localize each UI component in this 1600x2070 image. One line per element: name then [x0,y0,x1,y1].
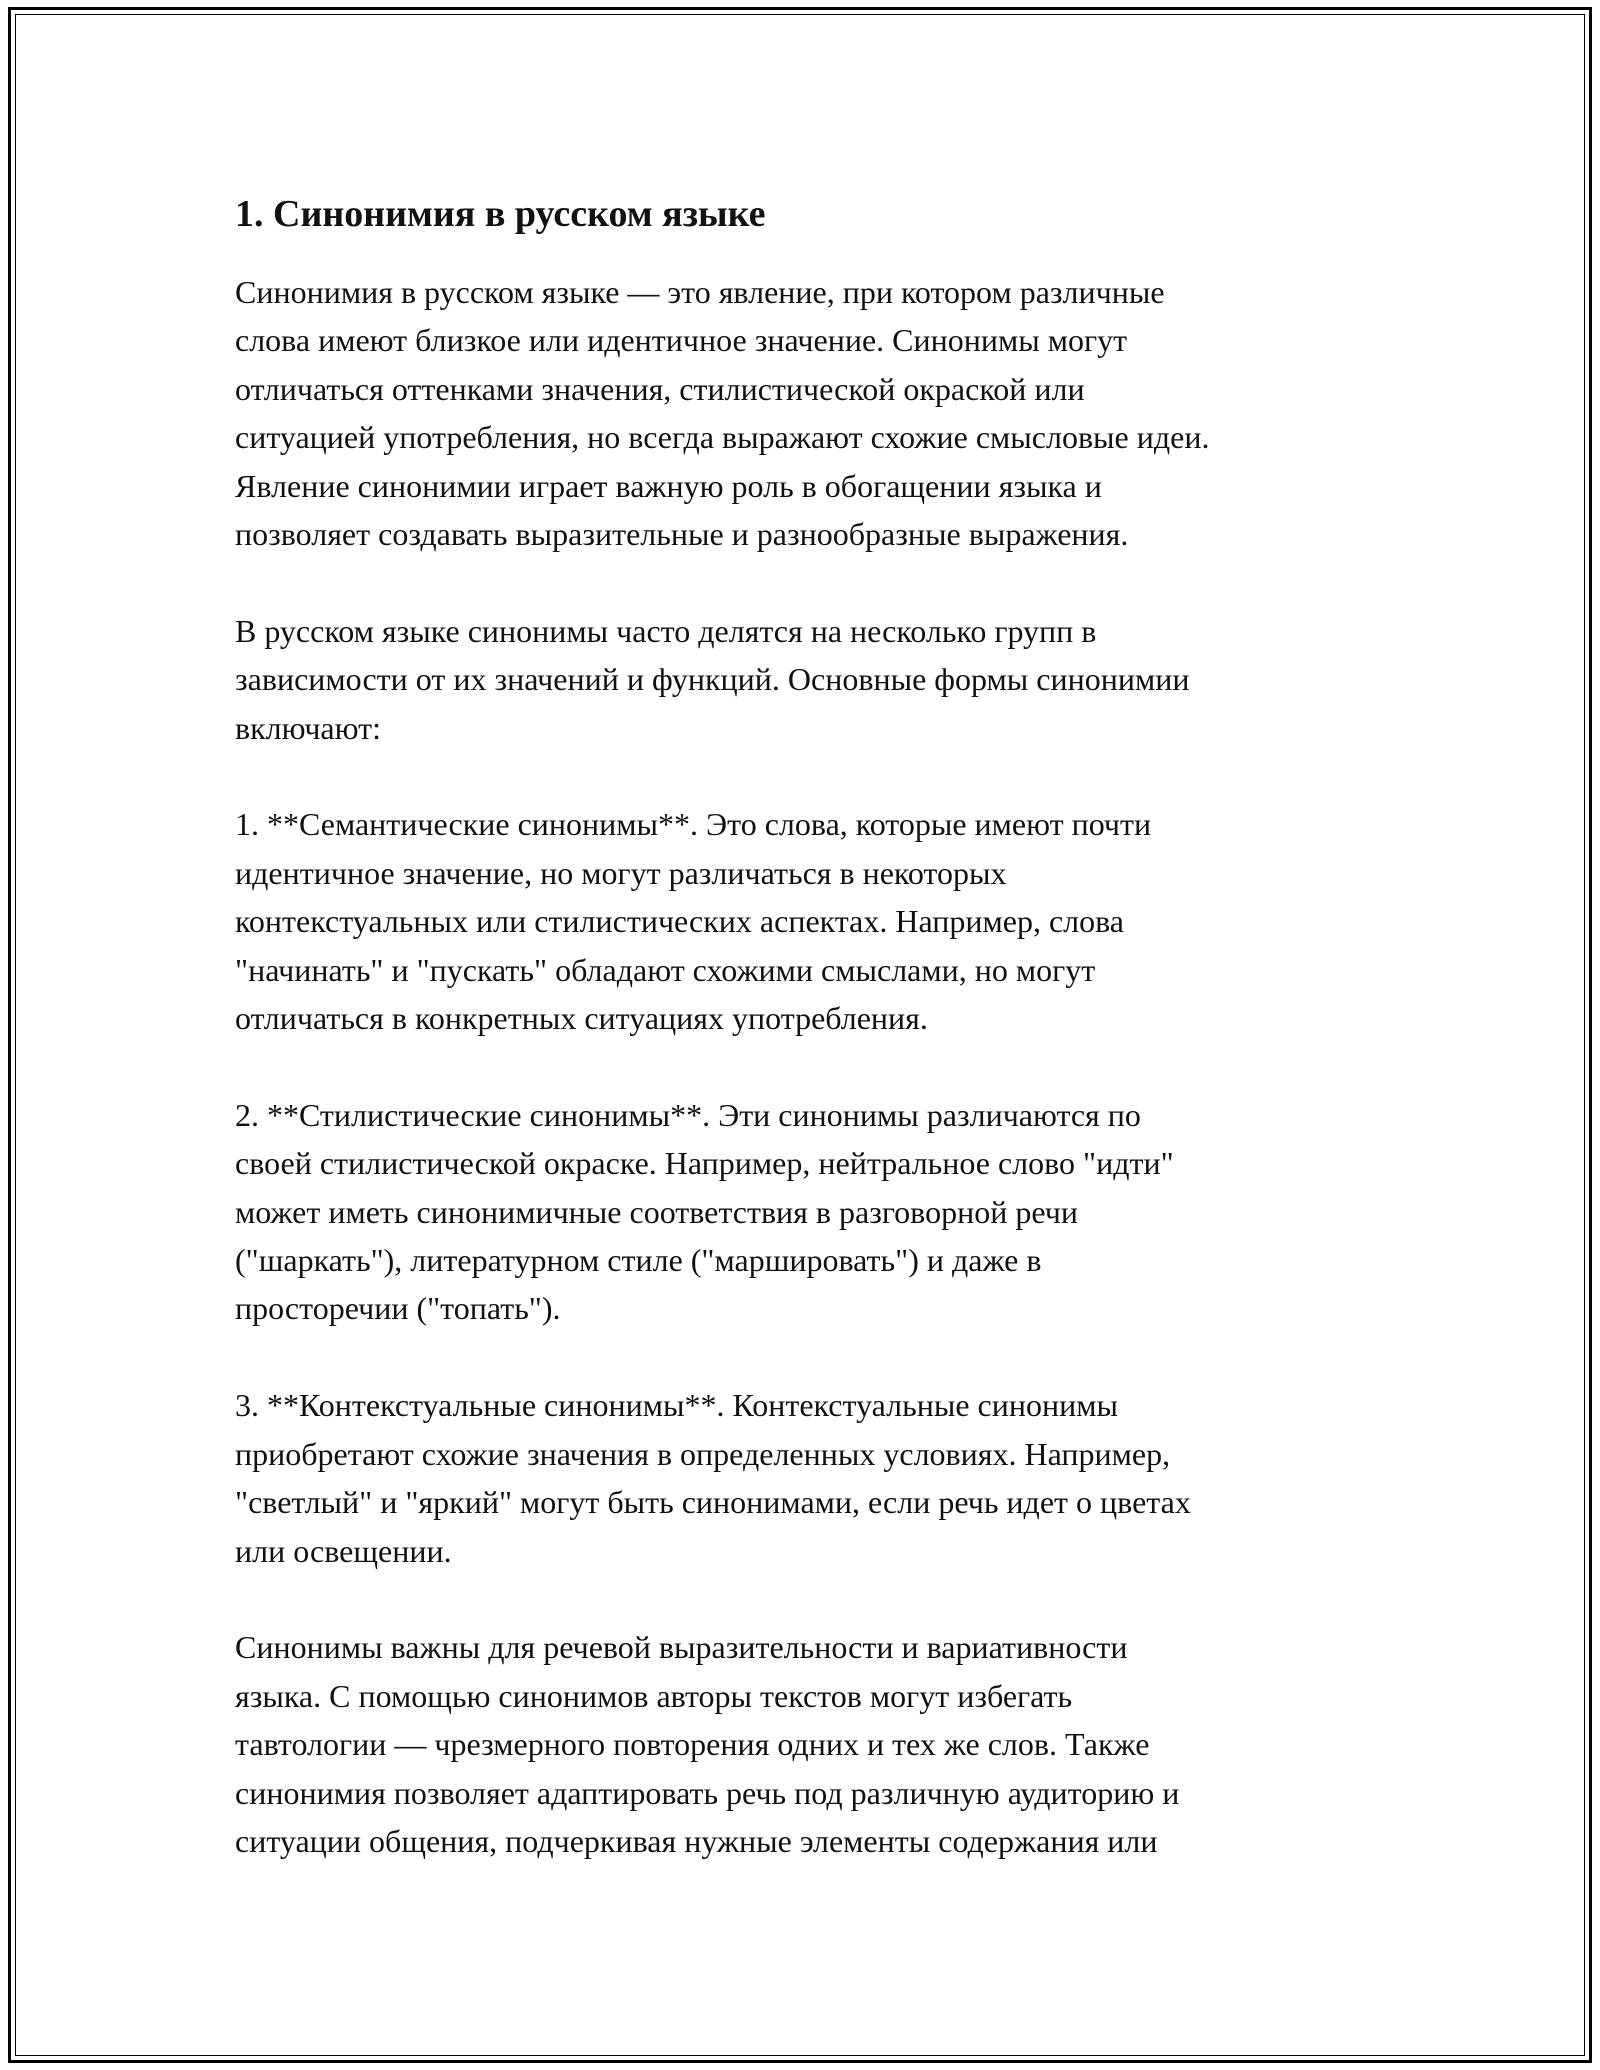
paragraph-conclusion: Синонимы важны для речевой выразительности и вариативности языка. С помощью синонимов авторы текстов могут избегать тавтологии — чрезмерного повторения одних и тех же слов. Также синонимия позволяет адаптировать речь под различную аудиторию и ситуации общения, подчеркивая нужные элементы содержания или [235,1629,1180,1859]
document-body [235,188,1385,1865]
paragraph-contextual-synonyms: 3. **Контекстуальные синонимы**. Контекстуальные синонимы приобретают схожие значения в определенных условиях. Например, "светлый" и "яркий" могут быть синонимами, если речь идет о цветах или освещении. [235,1387,1191,1569]
paragraph-spacer [235,752,1385,800]
section-heading: 1. Синонимия в русском языке [235,193,766,235]
paragraph-semantic-synonyms: 1. **Семантические синонимы**. Это слова, которые имеют почти идентичное значение, но могут различаться в некоторых контекстуальных или стилистических аспектах. Например, слова "начинать" и "пускать" обладают схожими смыслами, но могут отличаться в конкретных ситуациях употребления. [235,806,1152,1037]
paragraph-spacer [235,558,1385,606]
paragraph-stylistic-synonyms: 2. **Стилистические синонимы**. Эти синонимы различаются по своей стилистической окраске. Например, нейтральное слово "идти" может иметь синонимичные соответствия в разговорной речи ("шаркать"), литературном стиле ("маршировать") и даже в просторечии ("топать"). [235,1096,1174,1327]
paragraph-intro: Синонимия в русском языке — это явление, при котором различные слова имеют близкое или идентичное значение. Синонимы могут отличаться оттенками значения, стилистической окраской или ситуацией употребления, но всегда выражают схожие смысловые идеи. Явление синонимии играет важную роль в обогащении языка и позволяет создавать выразительные и разнообразные выражения. [235,274,1210,553]
paragraph-spacer [235,1042,1385,1090]
paragraph-spacer [235,1575,1385,1623]
paragraph-groups: В русском языке синонимы часто делятся на несколько групп в зависимости от их значений и функций. Основные формы синонимии включают: [235,612,1190,746]
paragraph-spacer [235,1333,1385,1381]
